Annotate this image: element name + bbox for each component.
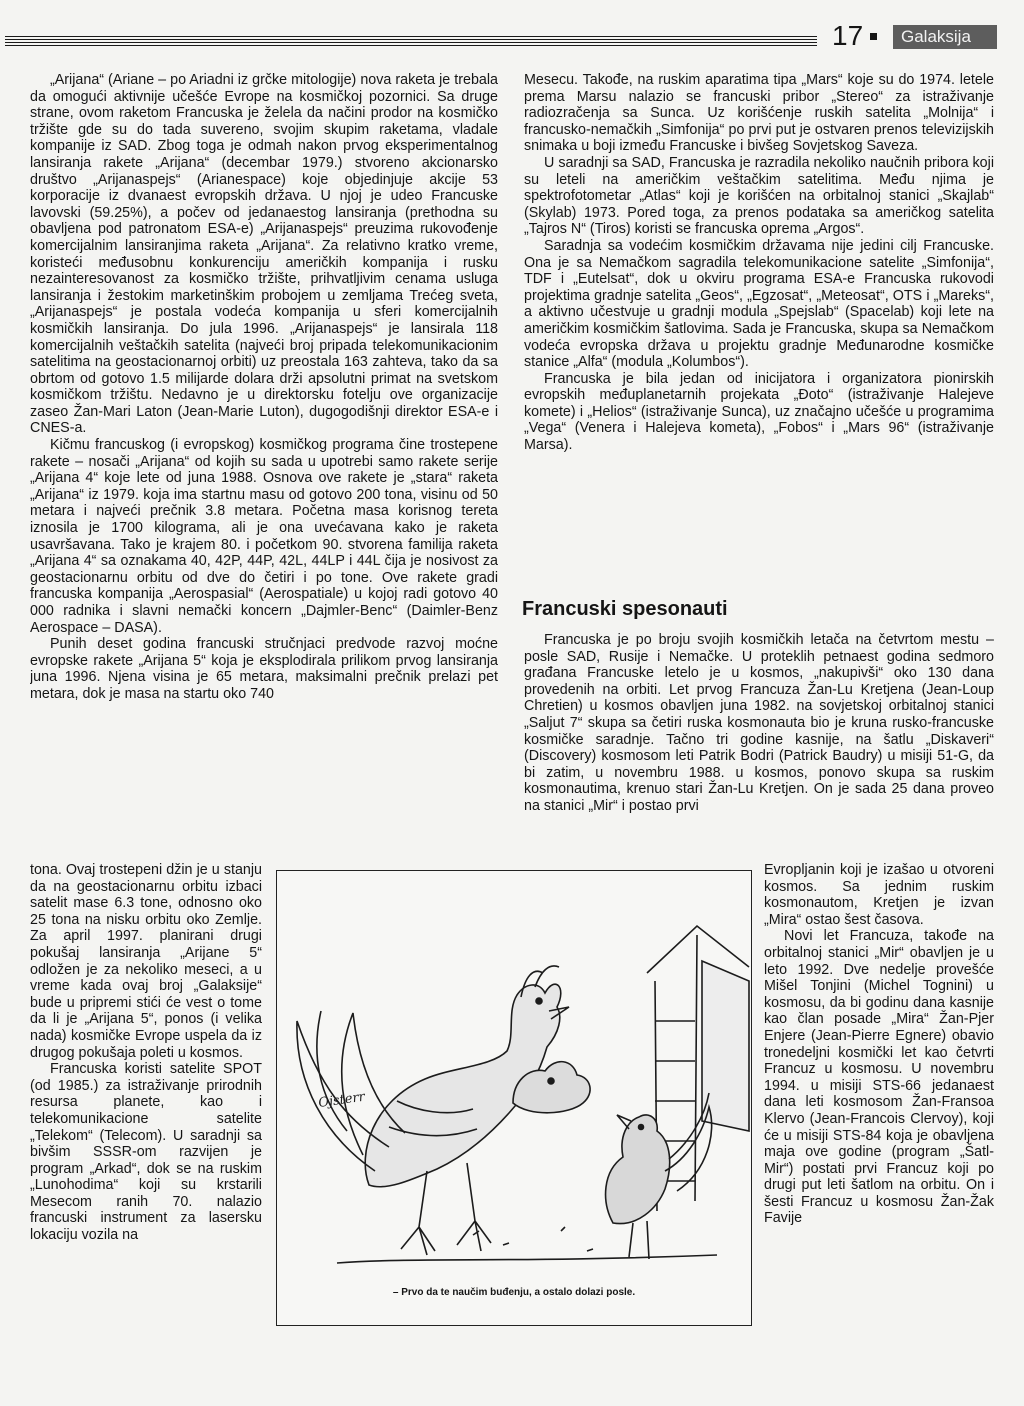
paragraph: U saradnji sa SAD, Francuska je razradila nekoliko naučnih pribora koji su leteli na američkim veštačkim satelitima. Među njima je spektrofotometar „Atlas“ koji je korišćen na orbitalnoj stanici „Skajlab“ (Skylab) 1973. Pored toga, za prenos podataka sa američkog satelita „Tajros N“ (Tiros) koristi se francuska oprema „Argos“. bbox=[524, 154, 994, 238]
left-column bbox=[30, 72, 498, 862]
section-subheading: Francuski spesonauti bbox=[522, 598, 728, 620]
cartoon-frame bbox=[276, 870, 752, 1326]
page-number: 17 bbox=[832, 20, 864, 51]
paragraph: „Arijana“ (Ariane – po Ariadni iz grčke mitologije) nova raketa je trebala da omogući aktivnije učešće Evrope na kosmičkoj pozornici. Sa druge strane, ovom raketom Francuska je želela da načini prodor na kosmičko tržište gde su do tada suvereno, svojim skupim raketama, vladale kompanije iz SAD. Zbog toga je odmah nakon prvog eksperimentalnog lansiranja rakete „Arijana“ (decembar 1979.) stvoreno akcionarsko društvo „Arijanaspejs“ (Arianespace) koje objedinjuje akcije 53 korporacije iz dvanaest evropskih država. U njoj je udeo Francuske lavovski (59.25%), a počev od jedanaestog lansiranja (prethodna su obavljena pod patronatom ESA-e) „Arijanaspejs“ preuzima rukovođenje komercijalnim lansiranjima raketa „Arijana“. Za relativno kratko vreme, koristeći međusobnu konkurenciju američkih kompanija i rusku nezainteresovanost za kosmičko tržište, prihvatljivim cenama usluga lansiranja i žestokim marketinškim probojem u zemljama Trećeg sveta, „Arijanaspejs“ je postala vodeća kompanija u sferi komercijalnih kosmičkih lansiranja. Do jula 1996. „Arijanaspejs“ je lansirala 118 komercijalnih veštačkih satelita (najveći broj pripada telekomunikacionim satelitima na geostacionarnoj orbiti) uz preostala 163 zahteva, tako da sa obrtom od gotovo 1.5 milijarde dolara drži apsolutni primat na svetskom kosmičkom tržištu. Nedavno je u direktorsku fotelju ove organizacije zaseo Žan-Mari Laton (Jean-Marie Luton), dugogodišnji direktor ESA-e i CNES-a. bbox=[30, 72, 498, 437]
right-column bbox=[524, 72, 994, 572]
paragraph: Francuska koristi satelite SPOT (od 1985.) za istraživanje prirodnih resursa planete, kao i telekomunikacione satelite „Telekom“ (Telecom). U saradnji sa bivšim SSSR-om razvijen je program „Arkad“, dok se na ruskim „Lunohodima“ koji su krstarili Mesecom ranih 70. nalazio francuski instrument za lasersku lokaciju vozila na bbox=[30, 1061, 262, 1244]
right-wrap-column bbox=[764, 862, 994, 1386]
paragraph: tona. Ovaj trostepeni džin je u stanju da na geostacionarnu orbitu izbaci satelit mase 6.3 tone, odnosno oko 25 tona na nisku orbitu oko Zemlje. Za april 1997. planirani drugi pokušaj lansiranja „Arijane 5“ odložen je za nekoliko meseci, a u vreme kada ovaj broj „Galaksije“ bude u pripremi stići će vest o tome da li je „Arijana 5“, ponos (i velika nada) kosmičke Evrope uspela da iz drugog pokušaja poleti u kosmos. bbox=[30, 862, 262, 1061]
paragraph: Saradnja sa vodećim kosmičkim državama nije jedini cilj Francuske. Ona je sa Nemačkom sagradila telekomunikacione satelite „Simfonija“, TDF i „Eutelsat“, dok u okviru programa ESA-e Francuska rukovodi projektima gradnje satelita „Geos“, „Egzosat“, „Meteosat“, OTS i „Mareks“, a aktivno učestvuje u gradnji modula „Spejslab“ (Spacelab) koji lete na američkim kosmičkim šatlovima. Sada je Francuska, skupa sa Nemačkom vodeća evropska država u projektu gradnje Međunarodne kosmičke stanice „Alfa“ (modula „Kolumbos“). bbox=[524, 237, 994, 371]
header-rule bbox=[5, 34, 817, 46]
paragraph: Francuska je po broju svojih kosmičkih letača na četvrtom mestu – posle SAD, Rusije i Nemačke. U proteklih petnaest godina sedmoro građana Francuske letelo je u kosmos, „nakupivši“ oko 130 dana provedenih na orbiti. Let prvog Francuza Žan-Lu Kretjena (Jean-Loup Chretien) u kosmos obavljen juna 1982. na sovjetskoj orbitalnoj stanici „Saljut 7“ skupa sa četiri ruska kosmonauta bio je kruna rusko-francuske kosmičke saradnje. Tačno tri godine kasnije, na šatlu „Diskaveri“ (Discovery) kosmosom leti Patrik Bodri (Patrick Baudry) u misiji 51-G, da bi zatim, u novembru 1988. u kosmos, ponovo skupa sa ruskim kosmonautima, krenuo stari Žan-Lu Kretjen. On je sada 25 dana proveo na stanici „Mir“ i postao prvi bbox=[524, 632, 994, 814]
paragraph: Evropljanin koji je izašao u otvoreni kosmos. Sa jednim ruskim kosmonautom, Kretjen je izvan „Mira“ ostao šest časova. bbox=[764, 862, 994, 928]
paragraph: Novi let Francuza, takođe na orbitalnoj stanici „Mir“ obavljen je u leto 1992. Dve nedelje provešće Mišel Tonjini (Michel Tognini) u kosmosu, da bi godinu dana kasnije kao član posade „Mira“ Žan-Pjer Enjere (Jean-Pierre Egnere) obavio tronedeljni kosmički let kao četvrti Francuz u kosmosu. U novembru 1994. u misiji STS-66 jedanaest dana leti kosmosom Žan-Fransoa Klervo (Jean-Francois Clervoy), koji će u misiji STS-84 koja je obavljena maja ove godine (program „Šatl-Mir“) postati prvi Francuz koji po drugi put leti šatlom na orbitu. On i šesti Francuz u kosmosu Žan-Žak Favije bbox=[764, 928, 994, 1227]
paragraph: Punih deset godina francuski stručnjaci predvode razvoj moćne evropske rakete „Arijana 5“ koja je eksplodirala prilikom prvog lansiranja juna 1996. Njena visina je 65 metara, maksimalni prečnik prelazi pet metara, dok je masa na startu oko 740 bbox=[30, 636, 498, 702]
artist-signature: Ojsterr bbox=[317, 1089, 366, 1111]
left-wrap-column bbox=[30, 862, 262, 1386]
section-badge: Galaksija bbox=[893, 25, 997, 49]
paragraph: Kičmu francuskog (i evropskog) kosmičkog programa čine trostepene rakete – nosači „Arijana“ od kojih su sada u upotrebi samo rakete serije „Arijana 4“ koje lete od juna 1988. Osnova ove rakete je „stara“ raketa „Arijana“ iz 1979. koja ima startnu masu od gotovo 200 tona, visinu od 50 metara i najveći prečnik 3.8 metara. Početna masa korisnog tereta iznosila je 1700 kilograma, ali je ona uvećavana kako je raketa usavršavana. Tako je krajem 80. i početkom 90. stvorena familija raketa „Arijana 4“ sa oznakama 40, 42P, 44P, 42L, 44LP i 44L čija je nosivost za geostacionarnu orbitu od dve do četiri i po tone. Ove rakete gradi francuska kompanija „Aerospasial“ (Aerospatiale) u kojoj radi gotovo 40 000 radnika i slavni nemački koncern „Dajmler-Benc“ (Daimler-Benz Aerospace – DASA). bbox=[30, 437, 498, 636]
rooster-cartoon-illustration bbox=[277, 871, 751, 1325]
cartoon-caption: – Prvo da te naučim buđenju, a ostalo dolazi posle. bbox=[392, 1287, 636, 1298]
right-lower-column bbox=[524, 632, 994, 860]
header-bullet bbox=[870, 33, 877, 40]
paragraph: Francuska je bila jedan od inicijatora i organizatora pionirskih evropskih međuplanetarnih projekata „Đoto“ (istraživanje Halejeve komete) i „Helios“ (istraživanje Sunca), uz značajno učešće u programima „Vega“ (Venera i Halejeva kometa), „Fobos“ i „Mars 96“ (istraživanje Marsa). bbox=[524, 370, 994, 454]
ground-drawing bbox=[337, 1227, 717, 1263]
paragraph: Mesecu. Takođe, na ruskim aparatima tipa „Mars“ koje su do 1974. letele prema Marsu nalazio se francuski pribor „Stereo“ za istraživanje radiozračenja sa Sunca. Uz korišćenje ruskih satelita „Molnija“ i francusko-nemačkih „Simfonija“ po prvi put je ostvaren prenos televizijskih snimaka u boji između Francuske i bivšeg Sovjetskog Saveza. bbox=[524, 72, 994, 155]
